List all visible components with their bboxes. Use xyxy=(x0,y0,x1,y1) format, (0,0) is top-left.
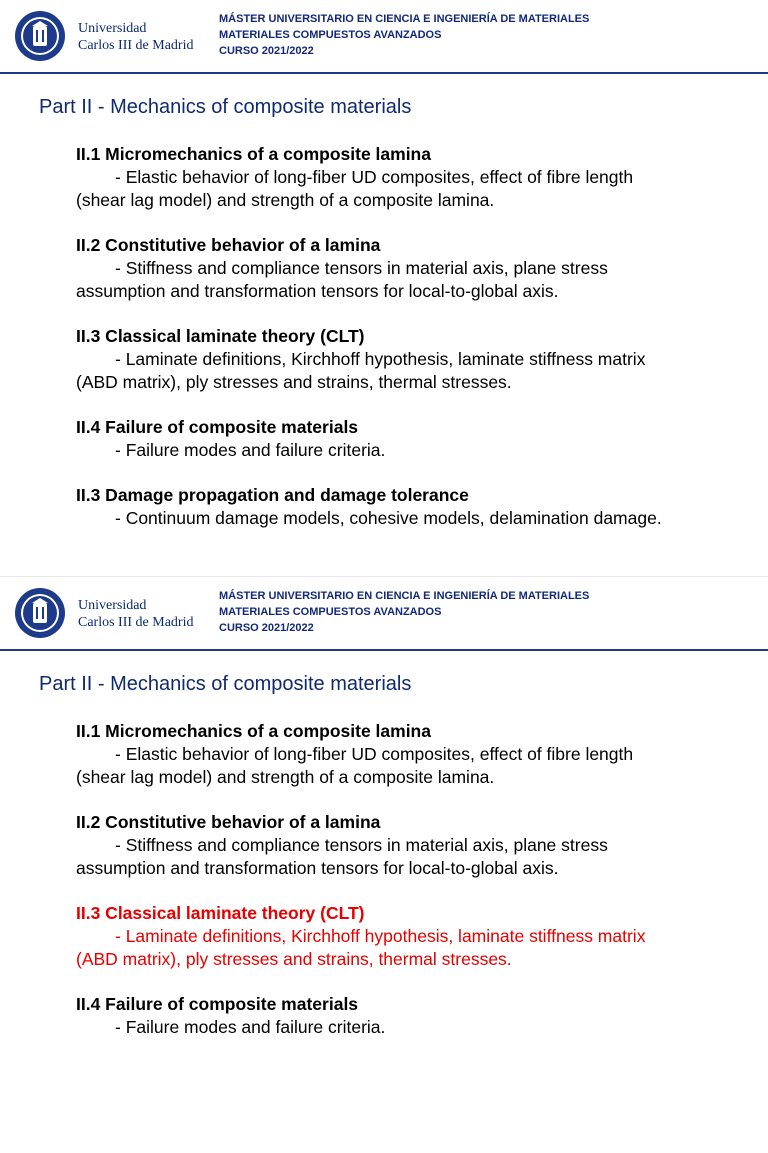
section-item xyxy=(76,811,756,880)
section-description-line1: - Continuum damage models, cohesive models, delamination damage. xyxy=(115,508,662,528)
section-title: II.3 Damage propagation and damage tolerance xyxy=(76,485,469,505)
university-name-line1: Universidad xyxy=(78,21,147,36)
course-line1: MÁSTER UNIVERSITARIO EN CIENCIA E INGENIERÍA DE MATERIALES xyxy=(219,13,590,25)
course-line3: CURSO 2021/2022 xyxy=(219,45,314,57)
slide-header xyxy=(0,577,768,649)
section-description xyxy=(76,743,756,789)
course-info xyxy=(219,588,589,636)
section-title: II.4 Failure of composite materials xyxy=(76,417,359,437)
section-description-line2: assumption and transformation tensors for local-to-global axis. xyxy=(76,858,559,878)
section-title: II.2 Constitutive behavior of a lamina xyxy=(76,235,381,255)
section-description-line2: assumption and transformation tensors for local-to-global axis. xyxy=(76,281,559,301)
section-item-highlighted xyxy=(76,902,756,971)
section-item xyxy=(76,325,756,394)
course-line2: MATERIALES COMPUESTOS AVANZADOS xyxy=(219,606,442,618)
section-description-line1: - Elastic behavior of long-fiber UD composites, effect of fibre length xyxy=(115,167,634,187)
university-seal-icon xyxy=(14,10,66,62)
section-title: II.3 Classical laminate theory (CLT) xyxy=(76,903,365,923)
section-description-line2: (ABD matrix), ply stresses and strains, thermal stresses. xyxy=(76,949,512,969)
section-item xyxy=(76,234,756,303)
section-item xyxy=(76,416,756,462)
section-description-line1: - Stiffness and compliance tensors in material axis, plane stress xyxy=(115,258,608,278)
university-name xyxy=(78,20,193,54)
section-description-line1: - Stiffness and compliance tensors in material axis, plane stress xyxy=(115,835,608,855)
section-description xyxy=(76,257,756,303)
part-title: Part II - Mechanics of composite materials xyxy=(39,96,412,118)
university-name-line2: Carlos III de Madrid xyxy=(78,38,194,53)
section-description-line1: - Elastic behavior of long-fiber UD composites, effect of fibre length xyxy=(115,744,634,764)
section-description xyxy=(76,507,756,530)
section-description-line1: - Failure modes and failure criteria. xyxy=(115,1017,386,1037)
slide-header xyxy=(0,0,768,72)
section-list xyxy=(76,720,756,1061)
course-line2: MATERIALES COMPUESTOS AVANZADOS xyxy=(219,29,442,41)
section-description xyxy=(76,925,756,971)
section-item xyxy=(76,484,756,530)
course-info xyxy=(219,11,589,59)
section-title: II.1 Micromechanics of a composite lamina xyxy=(76,721,431,741)
header-divider xyxy=(0,649,768,651)
section-item xyxy=(76,993,756,1039)
section-title: II.2 Constitutive behavior of a lamina xyxy=(76,812,381,832)
section-item xyxy=(76,143,756,212)
university-name xyxy=(78,597,193,631)
section-title: II.3 Classical laminate theory (CLT) xyxy=(76,326,365,346)
section-description-line1: - Laminate definitions, Kirchhoff hypothesis, laminate stiffness matrix xyxy=(115,926,646,946)
section-description-line2: (ABD matrix), ply stresses and strains, thermal stresses. xyxy=(76,372,512,392)
section-item xyxy=(76,720,756,789)
slide-2 xyxy=(0,577,768,1153)
slide-1 xyxy=(0,0,768,576)
section-description xyxy=(76,348,756,394)
header-divider xyxy=(0,72,768,74)
section-description xyxy=(76,1016,756,1039)
course-line3: CURSO 2021/2022 xyxy=(219,622,314,634)
part-title: Part II - Mechanics of composite materials xyxy=(39,673,412,695)
section-description-line1: - Failure modes and failure criteria. xyxy=(115,440,386,460)
section-title: II.1 Micromechanics of a composite lamina xyxy=(76,144,431,164)
university-name-line1: Universidad xyxy=(78,598,147,613)
section-title: II.4 Failure of composite materials xyxy=(76,994,359,1014)
university-name-line2: Carlos III de Madrid xyxy=(78,615,194,630)
section-description-line2: (shear lag model) and strength of a composite lamina. xyxy=(76,767,495,787)
section-description-line2: (shear lag model) and strength of a composite lamina. xyxy=(76,190,495,210)
section-description xyxy=(76,166,756,212)
section-description-line1: - Laminate definitions, Kirchhoff hypothesis, laminate stiffness matrix xyxy=(115,349,646,369)
section-description xyxy=(76,439,756,462)
section-list xyxy=(76,143,756,552)
university-seal-icon xyxy=(14,587,66,639)
section-description xyxy=(76,834,756,880)
course-line1: MÁSTER UNIVERSITARIO EN CIENCIA E INGENIERÍA DE MATERIALES xyxy=(219,590,590,602)
